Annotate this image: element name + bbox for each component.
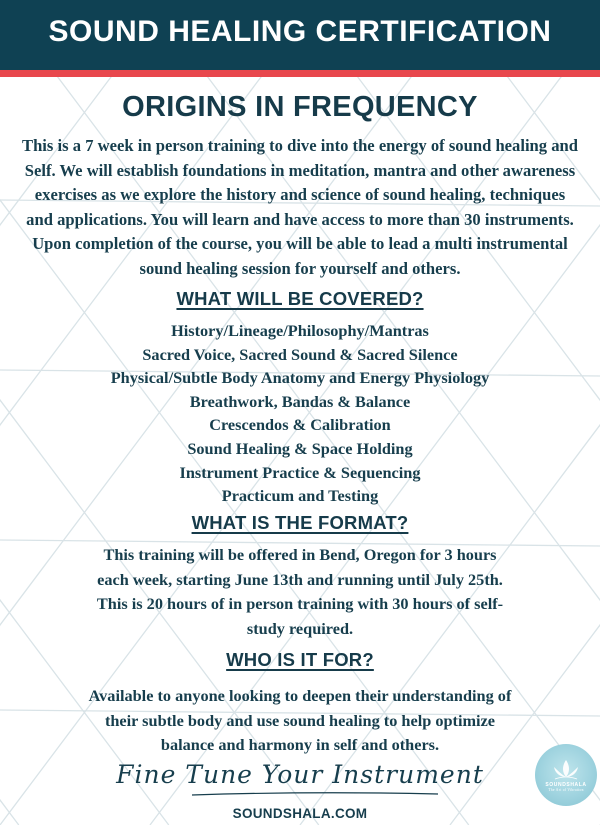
format-line: study required. <box>246 618 354 638</box>
soundshala-logo <box>535 744 597 806</box>
audience-paragraph <box>60 684 540 758</box>
covered-heading-text: WHAT WILL BE COVERED? <box>176 288 424 309</box>
list-item: Instrument Practice & Sequencing <box>179 462 421 482</box>
content <box>0 77 600 825</box>
audience-heading <box>0 649 600 671</box>
format-heading <box>0 512 600 534</box>
logo-name: SOUNDSHALA <box>545 782 587 788</box>
website-link[interactable]: SOUNDSHALA.COM <box>232 806 368 821</box>
signature-tagline: Fine Tune Your Instrument <box>116 760 484 789</box>
audience-heading-text: WHO IS IT FOR? <box>226 649 374 670</box>
header-bar <box>0 0 600 70</box>
lotus-icon <box>551 758 581 780</box>
logo-tagline: The Art of Vibration <box>548 788 584 792</box>
format-paragraph <box>60 543 540 641</box>
signature-underline <box>190 790 440 798</box>
audience-line: their subtle body and use sound healing to help optimize <box>104 710 496 730</box>
accent-divider <box>0 70 600 77</box>
covered-list <box>0 319 600 508</box>
list-item: Sound Healing & Space Holding <box>187 438 413 458</box>
audience-line: balance and harmony in self and others. <box>160 735 440 754</box>
list-item: Sacred Voice, Sacred Sound & Sacred Silence <box>142 344 458 364</box>
list-item: Breathwork, Bandas & Balance <box>189 391 411 411</box>
format-line: This training will be offered in Bend, Oregon for 3 hours <box>103 545 497 564</box>
list-item: Crescendos & Calibration <box>209 415 391 435</box>
format-heading-text: WHAT IS THE FORMAT? <box>191 512 409 533</box>
format-line: each week, starting June 13th and running until July 25th. <box>97 569 503 589</box>
list-item: History/Lineage/Philosophy/Mantras <box>171 321 429 340</box>
list-item: Physical/Subtle Body Anatomy and Energy Physiology <box>110 368 490 388</box>
covered-heading <box>0 288 600 310</box>
audience-line: Available to anyone looking to deepen their understanding of <box>88 686 512 705</box>
list-item: Practicum and Testing <box>221 486 379 506</box>
format-line: This is 20 hours of in person training with 30 hours of self- <box>96 594 504 613</box>
header-title: SOUND HEALING CERTIFICATION <box>48 15 552 48</box>
intro-paragraph: This is a 7 week in person training to dive into the energy of sound healing and Self. We will establish foundations in meditation, mantra and other awareness exercises as we explore the history and science of sound healing, techniques and applications. You will learn and have access to more than 30 instruments. Upon completion of the course, you will be able to lead a multi instrumental sound healing session for yourself and others. <box>22 136 578 278</box>
page-title: ORIGINS IN FREQUENCY <box>122 91 478 123</box>
